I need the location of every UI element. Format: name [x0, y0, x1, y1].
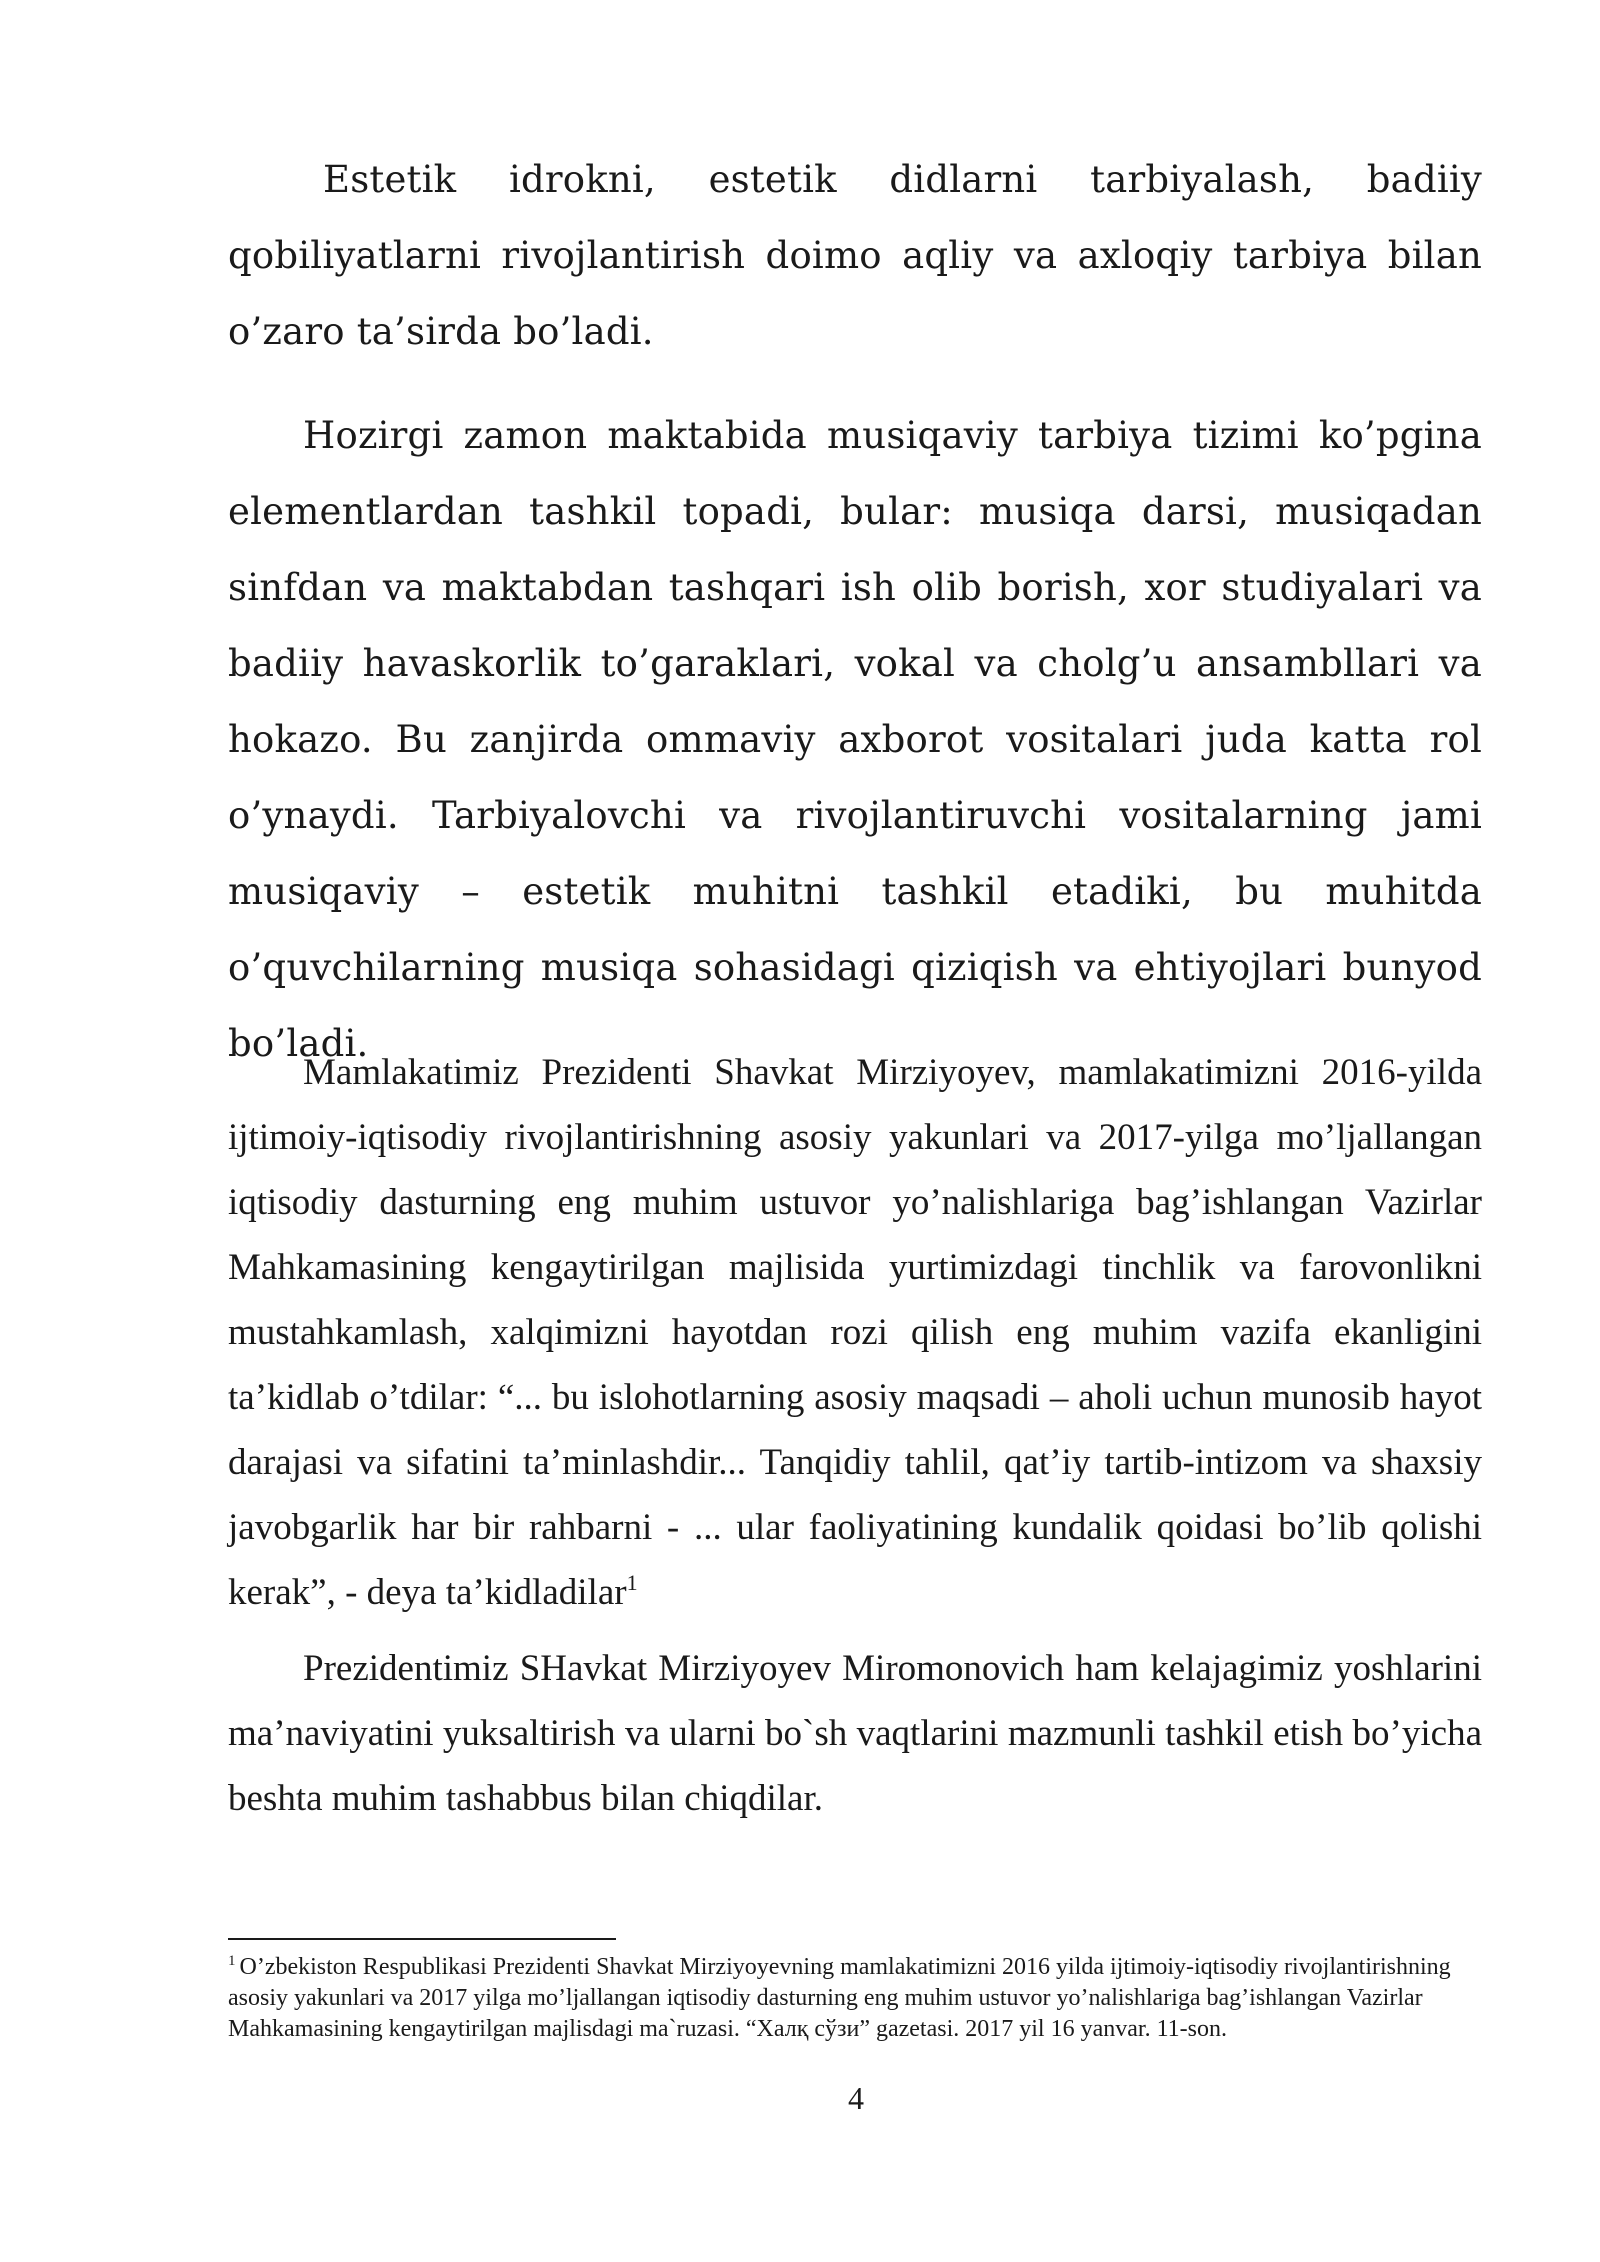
paragraph-president-quote: [228, 1040, 1482, 1625]
footnote-reference: 1: [626, 1570, 638, 1595]
page-number: 4: [848, 2080, 864, 2116]
footnote-separator: [228, 1938, 616, 1940]
paragraph-president-quote-text: Mamlakatimiz Prezidenti Shavkat Mirziyoyev, mamlakatimizni 2016-yilda ijtimoiy-iqtisodiy rivojlantirishning asosiy yakunlari va 2017-yilga mo’ljallangan iqtisodiy dasturning eng muhim ustuvor yo’nalishlariga bag’ishlangan Vazirlar Mahkamasining kengaytirilgan majlisida yurtimizdagi tinchlik va farovonlikni mustahkamlash, xalqimizni hayotdan rozi qilish eng muhim vazifa ekanligini ta’kidlab o’tdilar: “... bu islohotlarning asosiy maqsadi – aholi uchun munosib hayot darajasi va sifatini ta’minlashdir... Tanqidiy tahlil, qat’iy tartib-intizom va shaxsiy javobgarlik har bir rahbarni - ... ular faoliyatining kundalik qoidasi bo’lib qolishi kerak”, - deya ta’kidladilar: [228, 1052, 1482, 1613]
paragraph-youth-initiatives: Prezidentimiz SHavkat Mirziyoyev Miromonovich ham kelajagimiz yoshlarini ma’naviyatini yuksaltirish va ularni bo`sh vaqtlarini mazmunli tashkil etish bo’yicha beshta muhim tashabbus bilan chiqdilar.: [228, 1648, 1482, 1819]
footnote-text: O’zbekiston Respublikasi Prezidenti Shavkat Mirziyoyevning mamlakatimizni 2016 yilda ijtimoiy-iqtisodiy rivojlantirishning asosiy yakunlari va 2017 yilga mo’ljallangan iqtisodiy dasturning eng muhim ustuvor yo’nalishlariga bag’ishlangan Vazirlar Mahkamasining kengaytirilgan majlisdagi ma`ruzasi. “Халқ сўзи” gazetasi. 2017 yil 16 yanvar. 11-son.: [228, 1954, 1451, 2042]
footnote-number: 1: [228, 1953, 236, 1969]
paragraph-aesthetic-perception: Estetik idrokni, estetik didlarni tarbiyalash, badiiy qobiliyatlarni rivojlantirish doimo aqliy va axloqiy tarbiya bilan o’zaro ta’sirda bo’ladi.: [228, 158, 1482, 353]
paragraph-music-education-system: Hozirgi zamon maktabida musiqaviy tarbiya tizimi ko’pgina elementlardan tashkil topadi, bular: musiqa darsi, musiqadan sinfdan va maktabdan tashqari ish olib borish, xor studiyalari va badiiy havaskorlik to’garaklari, vokal va cholg’u ansambllari va hokazo. Bu zanjirda ommaviy axborot vositalari juda katta rol o’ynaydi. Tarbiyalovchi va rivojlantiruvchi vositalarning jami musiqaviy – estetik muhitni tashkil etadiki, bu muhitda o’quvchilarning musiqa sohasidagi qiziqish va ehtiyojlari bunyod bo’ladi.: [228, 414, 1482, 1065]
footnote: [228, 1952, 1484, 2045]
